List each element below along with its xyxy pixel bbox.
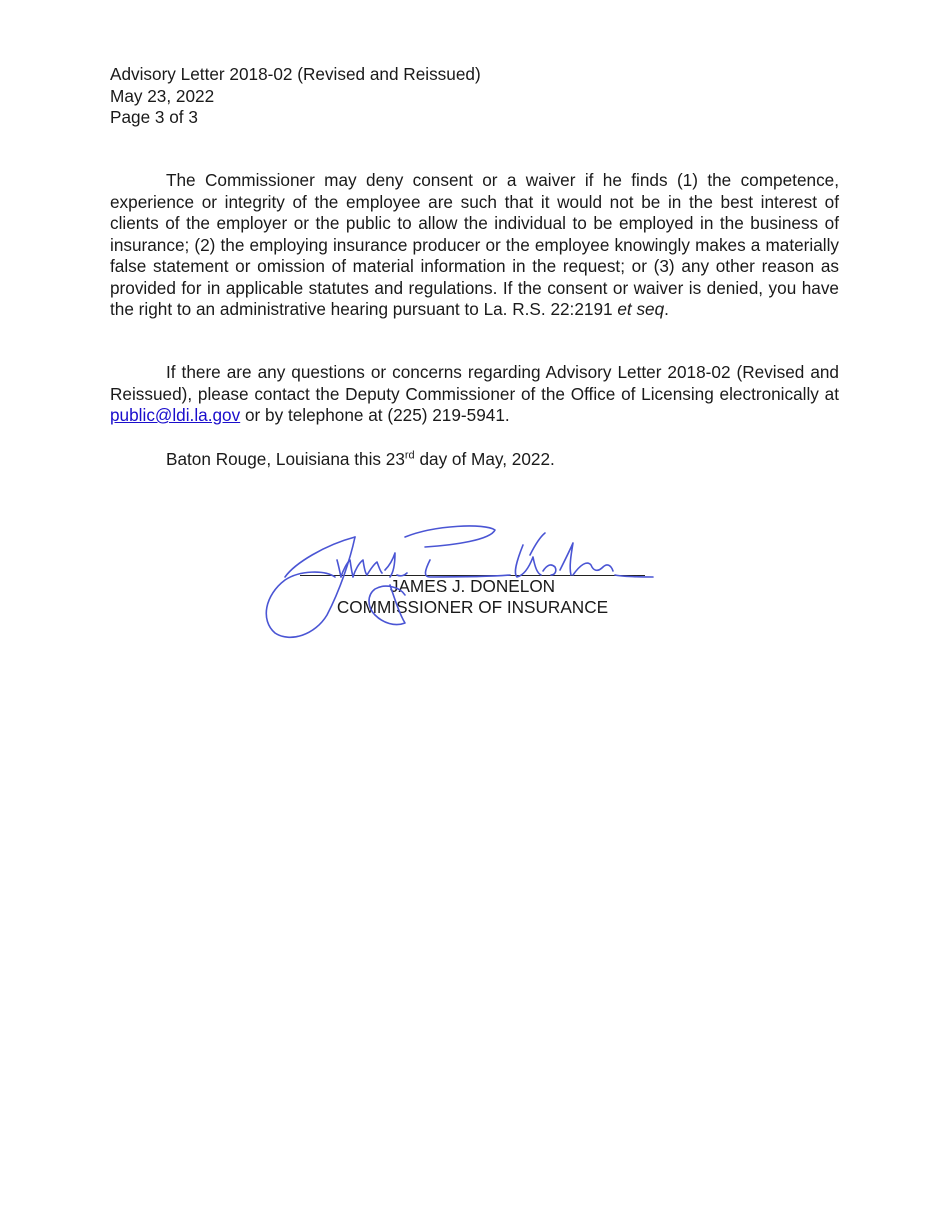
paragraph-contact-text: If there are any questions or concerns regarding Advisory Letter 2018-02 (Revised and Reissued), please contact the Deputy Commissioner of the Office of Licensing electronically at <box>110 362 839 404</box>
citation-italic: et seq <box>617 299 665 319</box>
header-page-number: Page 3 of 3 <box>110 107 198 127</box>
paragraph-contact <box>110 362 839 427</box>
signing-date-text: Baton Rouge, Louisiana this 23 <box>166 449 405 469</box>
paragraph-denial-text: The Commissioner may deny consent or a waiver if he finds (1) the competence, experience or integrity of the employee are such that it would not be in the best interest of clients of the employer or the public to allow the individual to be employed in the business of insurance; (2) the employing insurance producer or the employee knowingly makes a materially false statement or omission of material information in the request; or (3) any other reason as provided for in applicable statutes and regulations. If the consent or waiver is denied, you have the right to an administrative hearing pursuant to La. R.S. 22:2191 <box>110 170 839 319</box>
email-link[interactable]: public@ldi.la.gov <box>110 405 241 425</box>
paragraph-signing-date <box>110 449 555 471</box>
letter-header <box>110 64 481 129</box>
handwritten-signature <box>255 515 665 645</box>
paragraph-contact-phone: or by telephone at (225) 219-5941. <box>240 405 510 425</box>
paragraph-denial-grounds <box>110 170 839 321</box>
header-advisory-title: Advisory Letter 2018-02 (Revised and Reissued) <box>110 64 481 84</box>
signatory-name: JAMES J. DONELON <box>389 576 556 596</box>
paragraph-denial-end: . <box>664 299 669 319</box>
signatory-title: COMMISSIONER OF INSURANCE <box>336 597 609 617</box>
signing-date-end: day of May, 2022. <box>414 449 555 469</box>
signature-strokes <box>266 526 653 637</box>
header-date: May 23, 2022 <box>110 85 215 106</box>
ordinal-superscript: rd <box>404 449 415 462</box>
